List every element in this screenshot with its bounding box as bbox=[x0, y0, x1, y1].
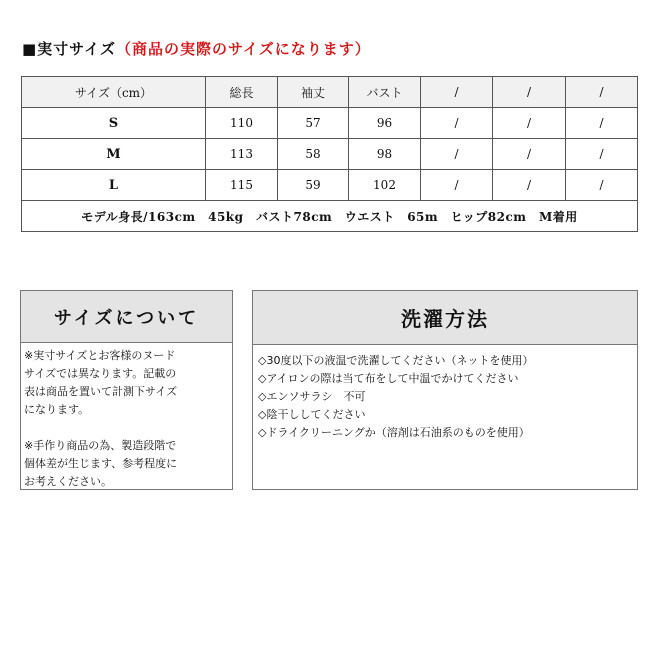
washing-line: ◇陰干ししてください bbox=[258, 408, 366, 421]
header-cell-sleeve: 袖丈 bbox=[278, 77, 349, 108]
table-row bbox=[22, 108, 638, 139]
cell-length: 115 bbox=[206, 170, 278, 201]
cell-empty: / bbox=[566, 170, 638, 201]
page-heading bbox=[22, 38, 371, 59]
cell-empty: / bbox=[566, 108, 638, 139]
size-note-box bbox=[20, 290, 233, 490]
header-cell-empty: / bbox=[493, 77, 566, 108]
cell-empty: / bbox=[566, 139, 638, 170]
table-row bbox=[22, 139, 638, 170]
cell-length: 113 bbox=[206, 139, 278, 170]
cell-empty: / bbox=[421, 139, 493, 170]
size-label: L bbox=[22, 170, 206, 201]
washing-body bbox=[253, 345, 637, 442]
size-note-line: お考えください。 bbox=[24, 475, 112, 488]
washing-line: ◇アイロンの際は当て布をして中温でかけてください bbox=[258, 372, 519, 385]
header-cell-empty: / bbox=[566, 77, 638, 108]
cell-empty: / bbox=[493, 170, 566, 201]
cell-sleeve: 57 bbox=[278, 108, 349, 139]
size-note-line: ※実寸サイズとお客様のヌード bbox=[24, 349, 176, 362]
cell-sleeve: 58 bbox=[278, 139, 349, 170]
size-note-line: ※手作り商品の為、製造段階で bbox=[24, 439, 177, 452]
model-info-row bbox=[22, 201, 638, 232]
paragraph-spacer bbox=[24, 419, 229, 437]
size-note-title: サイズについて bbox=[21, 291, 232, 343]
size-label: S bbox=[22, 108, 206, 139]
cell-bust: 98 bbox=[349, 139, 421, 170]
washing-box bbox=[252, 290, 638, 490]
size-note-line: 表は商品を置いて計測下サイズ bbox=[24, 385, 178, 398]
washing-title: 洗濯方法 bbox=[253, 291, 637, 345]
washing-line: ◇エンソサラシ 不可 bbox=[258, 390, 366, 403]
heading-main: ■実寸サイズ bbox=[22, 40, 116, 58]
cell-empty: / bbox=[421, 108, 493, 139]
cell-sleeve: 59 bbox=[278, 170, 349, 201]
cell-empty: / bbox=[421, 170, 493, 201]
size-note-line: サイズでは異なります。記載の bbox=[24, 367, 177, 380]
heading-note: （商品の実際のサイズになります） bbox=[115, 40, 371, 58]
size-table bbox=[21, 76, 638, 232]
size-note-line: 個体差が生じます、参考程度に bbox=[24, 457, 178, 470]
header-cell-length: 総長 bbox=[206, 77, 278, 108]
size-note-line: になります。 bbox=[24, 403, 90, 416]
size-note-body bbox=[21, 343, 232, 491]
cell-bust: 96 bbox=[349, 108, 421, 139]
size-table-header-row bbox=[22, 77, 638, 108]
model-info: モデル身長/163cm 45kg バスト78cm ウエスト 65m ヒップ82cm M着用 bbox=[22, 201, 638, 232]
cell-bust: 102 bbox=[349, 170, 421, 201]
cell-empty: / bbox=[493, 139, 566, 170]
cell-empty: / bbox=[493, 108, 566, 139]
washing-line: ◇ドライクリーニングか（溶剤は石油系のものを使用） bbox=[258, 426, 530, 439]
washing-line: ◇30度以下の液温で洗濯してください（ネットを使用） bbox=[258, 354, 534, 367]
header-cell-empty: / bbox=[421, 77, 493, 108]
table-row bbox=[22, 170, 638, 201]
cell-length: 110 bbox=[206, 108, 278, 139]
size-label: M bbox=[22, 139, 206, 170]
header-cell-size: サイズ（cm） bbox=[22, 77, 206, 108]
header-cell-bust: バスト bbox=[349, 77, 421, 108]
